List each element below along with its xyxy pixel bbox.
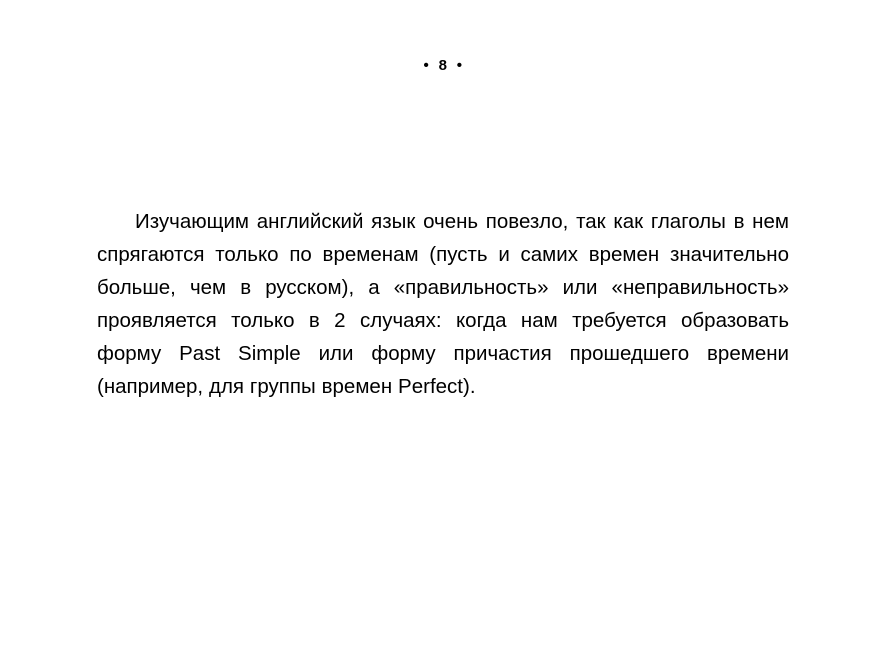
paragraph: Изучающим английский язык очень повезло, так как глаголы в нем спрягаются только по временам (пусть и самих времен значительно больше, чем в русском), а «правильность» или «неправильность» проявляется только в 2 случаях: когда нам требуется образовать форму Past Simple или форму причастия прошедшего времени (например, для группы времен Perfect). xyxy=(97,210,789,398)
page-number-folio: • 8 • xyxy=(423,57,463,74)
body-text-block xyxy=(97,205,789,403)
